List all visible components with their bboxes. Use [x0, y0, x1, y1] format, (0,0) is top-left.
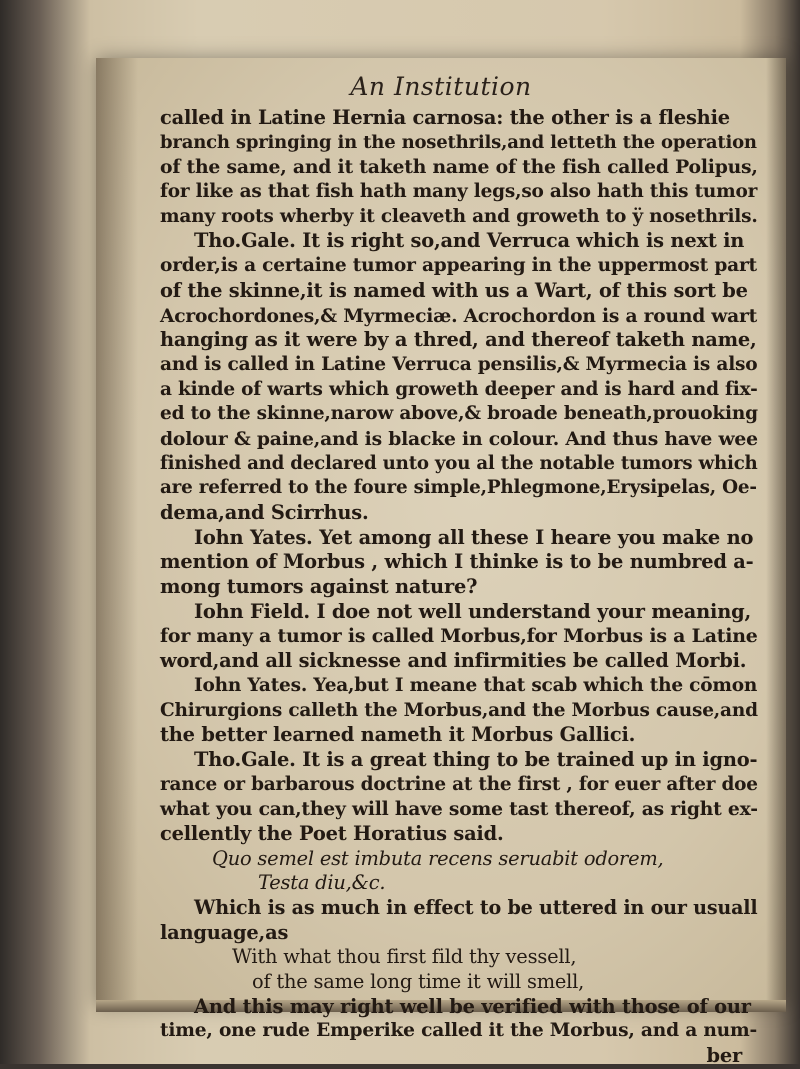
latin-quotation: Quo semel est imbuta recens seruabit odorem, [212, 846, 664, 870]
text-line: of the same, and it taketh name of the fish called Polipus, [160, 156, 758, 179]
text-line: cellently the Poet Horatius said. [160, 821, 504, 845]
text-line: word,and all sicknesse and infirmities be called Morbi. [160, 649, 747, 673]
latin-quotation: Testa diu,&c. [258, 871, 386, 895]
text-line: Chirurgions calleth the Morbus,and the Morbus cause,and [160, 699, 758, 721]
text-line: and is called in Latine Verruca pensilis,& Myrmecia is also [160, 353, 758, 375]
text-line: for like as that fish hath many legs,so also hath this tumor [160, 181, 758, 203]
text-line: for many a tumor is called Morbus,for Morbus is a Latine [160, 625, 758, 648]
running-head: An Institution [350, 72, 532, 101]
text-line: language,as [160, 920, 289, 944]
text-line: mong tumors against nature? [160, 575, 478, 599]
text-line: finished and declared unto you al the notable tumors which [160, 452, 758, 474]
text-line: Iohn Field. I doe not well understand your meaning, [194, 599, 752, 623]
catchword: ber [706, 1044, 742, 1068]
verse-line: With what thou first fild thy vessell, [232, 945, 577, 969]
text-line: mention of Morbus , which I thinke is to be numbred a- [160, 550, 754, 574]
text-line: of the skinne,it is named with us a Wart, of this sort be [160, 278, 748, 302]
text-line: Iohn Yates. Yea,but I meane that scab which the cōmon [194, 674, 758, 696]
text-line: rance or barbarous doctrine at the first , for euer after doe [160, 773, 758, 795]
text-line: many roots wherby it cleaveth and groweth to ÿ nosethrils. [160, 205, 758, 227]
verse-line: of the same long time it will smell, [252, 970, 585, 994]
text-line: a kinde of warts which groweth deeper and is hard and fix- [160, 378, 758, 400]
text-line: Tho.Gale. It is a great thing to be trained up in igno- [194, 747, 758, 771]
text-line: dolour & paine,and is blacke in colour. And thus have wee [160, 427, 758, 450]
text-line: called in Latine Hernia carnosa: the other is a fleshie [160, 106, 730, 129]
text-line: time, one rude Emperike called it the Morbus, and a num- [160, 1020, 758, 1042]
text-line: ed to the skinne,narow above,& broade beneath,prouoking [160, 403, 758, 425]
text-line: what you can,they will have some tast thereof, as right ex- [160, 798, 758, 821]
text-line: order,is a certaine tumor appearing in the uppermost part [160, 255, 757, 277]
body-text [160, 106, 758, 1069]
text-line: Acrochordones,& Myrmeciæ. Acrochordon is a round wart [160, 304, 758, 327]
text-line: branch springing in the nosethrils,and letteth the operation [160, 131, 757, 153]
text-line: Tho.Gale. It is right so,and Verruca which is next in [194, 229, 745, 253]
text-line: Iohn Yates. Yet among all these I heare you make no [194, 525, 754, 549]
text-line: dema,and Scirrhus. [160, 501, 369, 524]
text-line: hanging as it were by a thred, and thereof taketh name, [160, 328, 757, 352]
text-line: the better learned nameth it Morbus Gallici. [160, 723, 636, 747]
text-line: And this may right well be verified with those of our [194, 994, 751, 1018]
text-line: Which is as much in effect to be uttered in our usuall [194, 896, 758, 919]
text-line: are referred to the foure simple,Phlegmone,Erysipelas, Oe- [160, 477, 757, 499]
